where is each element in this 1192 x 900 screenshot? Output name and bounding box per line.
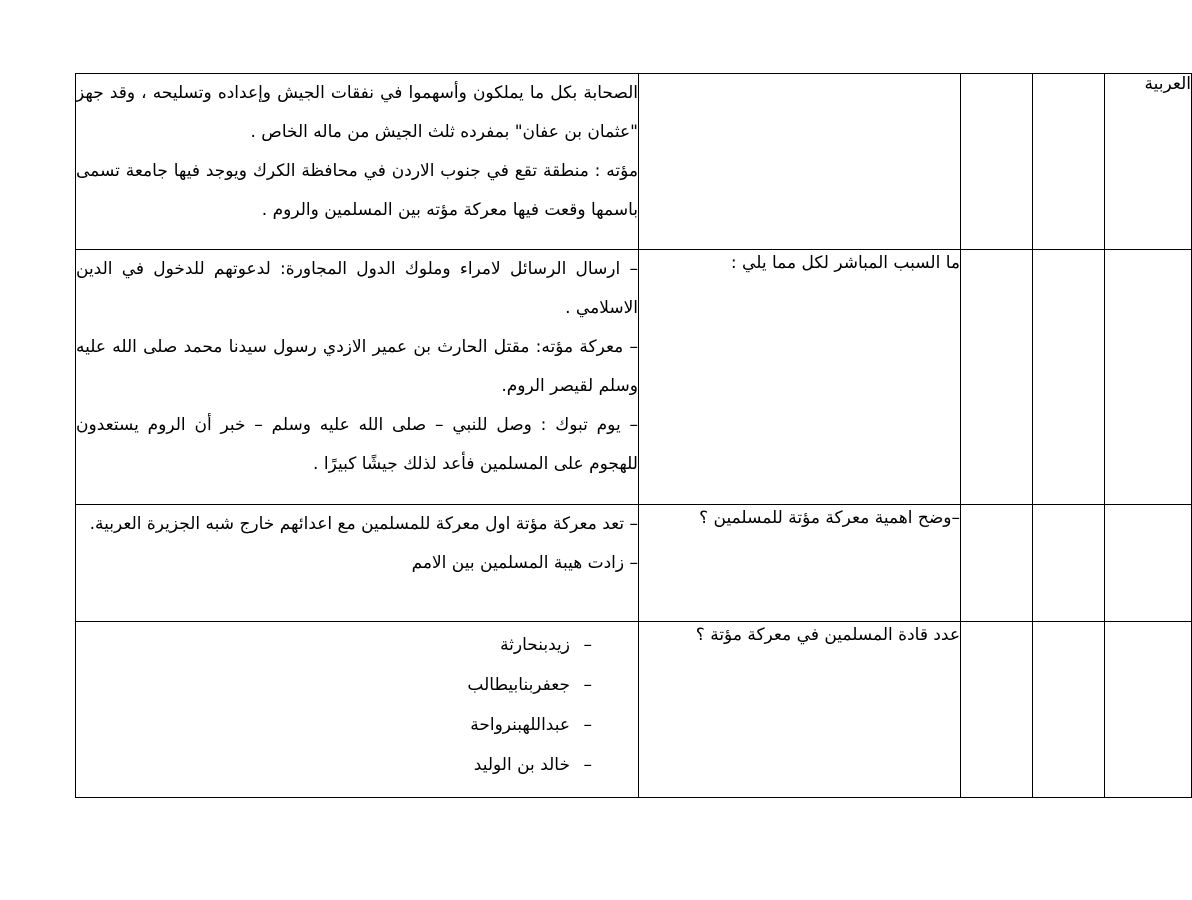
subject-cell [1105, 250, 1192, 505]
subject-label: العربية [1144, 74, 1191, 94]
list-item [76, 625, 592, 665]
table-row [76, 250, 1192, 505]
answer-paragraph: – معركة مؤته: مقتل الحارث بن عمير الازدي رسول سيدنا محمد صلى الله عليه وسلم لقيصر الروم. [76, 337, 638, 396]
answer-paragraph: – يوم تبوك : وصل للنبي – صلى الله عليه وسلم – خبر أن الروم يستعدون للهجوم على المسلمين فأعد لذلك جيشًا كبيرًا . [76, 415, 638, 474]
question-cell [639, 74, 961, 250]
table-row [76, 622, 1192, 798]
question-text: –وضح اهمية معركة مؤتة للمسلمين ؟ [699, 508, 960, 528]
list-item [76, 705, 592, 745]
list-item [76, 745, 592, 785]
leader-name: زيدبنحارثة [500, 635, 570, 655]
answer-paragraph: – زادت هيبة المسلمين بين الامم [411, 553, 638, 573]
question-cell [639, 250, 961, 505]
question-text: ما السبب المباشر لكل مما يلي : [730, 253, 960, 273]
list-item [76, 665, 592, 705]
dash-marker: – [583, 675, 592, 695]
leaders-list [76, 622, 638, 785]
question-cell [639, 505, 961, 622]
blank-cell [961, 505, 1033, 622]
answer-paragraph: مؤته : منطقة تقع في جنوب الاردن في محافظة الكرك ويوجد فيها جامعة تسمى باسمها وقعت فيها معركة مؤته بين المسلمين والروم . [76, 161, 638, 220]
subject-cell [1105, 622, 1192, 798]
blank-cell [1033, 74, 1105, 250]
dash-marker: – [583, 755, 592, 775]
blank-cell [961, 250, 1033, 505]
answer-cell [76, 505, 639, 622]
leader-name: جعفربنابيطالب [467, 675, 570, 695]
answer-cell [76, 250, 639, 505]
lesson-table [75, 73, 1192, 798]
blank-cell [1033, 622, 1105, 798]
leader-name: خالد بن الوليد [473, 755, 570, 775]
question-text: عدد قادة المسلمين في معركة مؤتة ؟ [695, 625, 960, 645]
answer-paragraph: الصحابة بكل ما يملكون وأسهموا في نفقات الجيش وإعداده وتسليحه ، وقد جهز "عثمان بن عفان" بمفرده ثلث الجيش من ماله الخاص . [76, 83, 638, 142]
answer-paragraph: – تعد معركة مؤتة اول معركة للمسلمين مع اعدائهم خارج شبه الجزيرة العربية. [89, 514, 638, 534]
blank-cell [961, 74, 1033, 250]
leader-name: عبداللهبنرواحة [470, 715, 570, 735]
table-row [76, 505, 1192, 622]
table-row [76, 74, 1192, 250]
dash-marker: – [583, 635, 592, 655]
answer-cell [76, 74, 639, 250]
blank-cell [1033, 505, 1105, 622]
subject-cell [1105, 74, 1192, 250]
blank-cell [1033, 250, 1105, 505]
answer-cell [76, 622, 639, 798]
subject-cell [1105, 505, 1192, 622]
question-cell [639, 622, 961, 798]
blank-cell [961, 622, 1033, 798]
dash-marker: – [583, 715, 592, 735]
answer-paragraph: – ارسال الرسائل لامراء وملوك الدول المجاورة: لدعوتهم للدخول في الدين الاسلامي . [76, 259, 638, 318]
